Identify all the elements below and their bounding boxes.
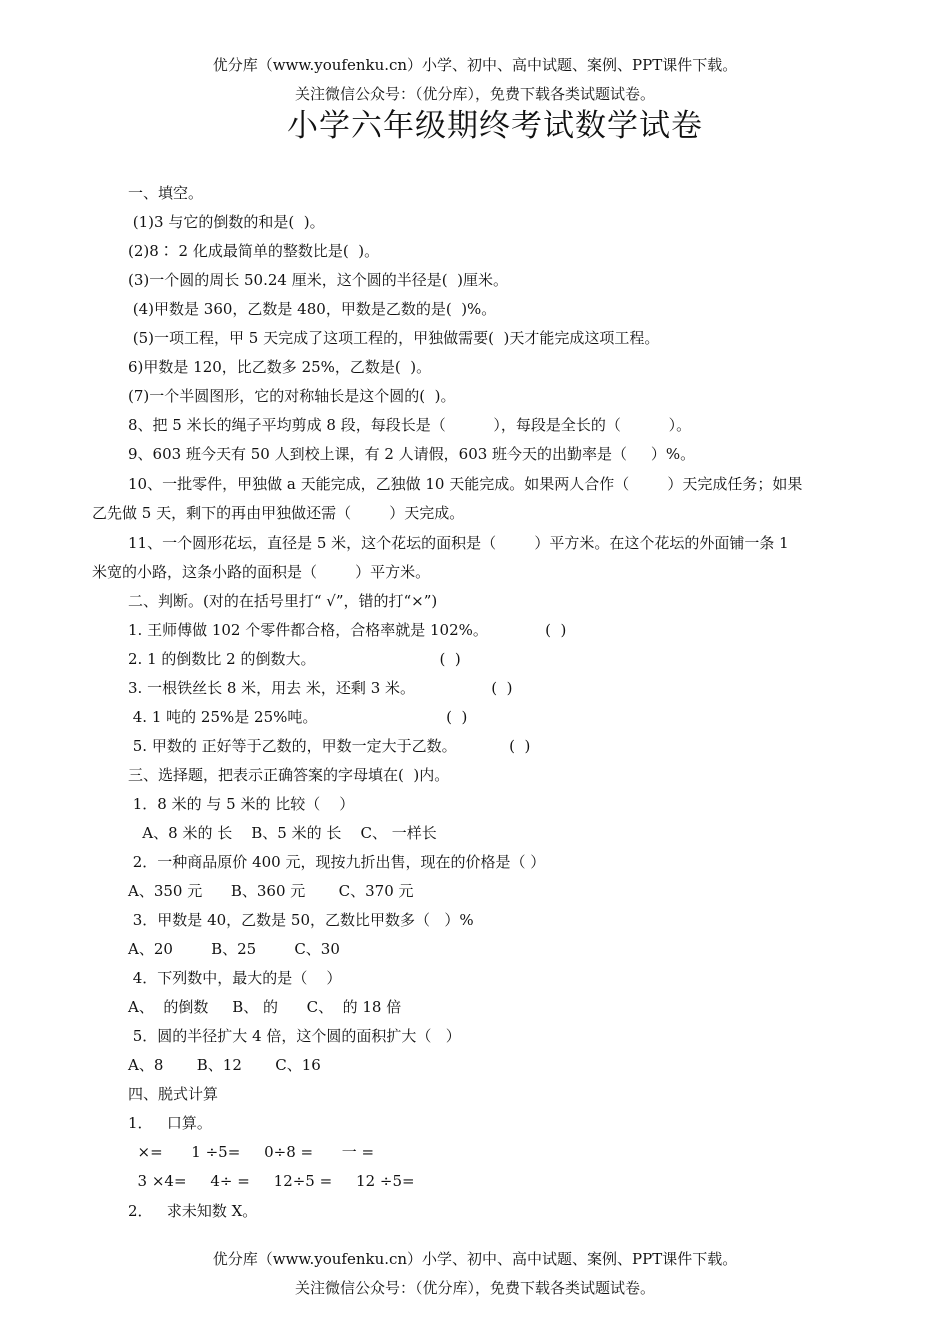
question: 9、603 班今天有 50 人到校上课，有 2 人请假，603 班今天的出勤率是（ ）%。 — [128, 445, 696, 463]
question: 10、一批零件，甲独做 a 天能完成，乙独做 10 天能完成。如果两人合作（ ）天完成任务；如果 — [128, 475, 803, 493]
calc-row: ×= 1 ÷5= 0÷8 = 一 = — [128, 1143, 375, 1161]
question: 乙先做 5 天，剩下的再由甲独做还需（ ）天完成。 — [92, 504, 465, 522]
section2-heading: 二、判断。(对的在括号里打“ √”，错的打“×”) — [128, 592, 438, 610]
subsection-solve-x: 2． 求未知数 X。 — [128, 1202, 258, 1220]
question: 4. 1 吨的 25%是 25%吨。 ( ) — [128, 708, 468, 726]
question: 1. 王师傅做 102 个零件都合格，合格率就是 102%。 ( ) — [128, 621, 567, 639]
question: 11、一个圆形花坛，直径是 5 米，这个花坛的面积是（ ）平方米。在这个花坛的外面铺一条 1 — [128, 534, 789, 552]
answer-options: A、350 元 B、360 元 C、370 元 — [128, 882, 414, 900]
question: (2)8∶ 2 化成最简单的整数比是( )。 — [128, 242, 380, 260]
page-title: 小学六年级期终考试数学试卷 — [287, 108, 703, 144]
answer-options: A、8 米的 长 B、5 米的 长 C、 一样长 — [128, 824, 437, 842]
question: 米宽的小路，这条小路的面积是（ ）平方米。 — [92, 563, 431, 581]
question: 2. 1 的倒数比 2 的倒数大。 ( ) — [128, 650, 461, 668]
answer-options: A、8 B、12 C、16 — [128, 1056, 321, 1074]
subsection-mental-math: 1． 口算。 — [128, 1114, 212, 1132]
calc-row: 3 ×4= 4÷ = 12÷5 = 12 ÷5= — [128, 1172, 415, 1190]
question: 5. 甲数的 正好等于乙数的，甲数一定大于乙数。 ( ) — [128, 737, 531, 755]
header-line-1: 优分库（www.youfenku.cn）小学、初中、高中试题、案例、PPT课件下载。 — [212, 56, 738, 74]
question: 5．圆的半径扩大 4 倍，这个圆的面积扩大（ ） — [128, 1027, 461, 1045]
answer-options: A、20 B、25 C、30 — [128, 940, 340, 958]
question: (3)一个圆的周长 50.24 厘米，这个圆的半径是( )厘米。 — [128, 271, 508, 289]
header-line-2: 关注微信公众号：（优分库），免费下载各类试题试卷。 — [294, 85, 655, 103]
section3-heading: 三、选择题，把表示正确答案的字母填在( )内。 — [128, 766, 450, 784]
question: 3．甲数是 40，乙数是 50，乙数比甲数多（ ）% — [128, 911, 474, 929]
question: 6)甲数是 120，比乙数多 25%，乙数是( )。 — [128, 358, 432, 376]
question: (5)一项工程，甲 5 天完成了这项工程的，甲独做需要( )天才能完成这项工程。 — [128, 329, 660, 347]
question: 4．下列数中，最大的是（ ） — [128, 969, 342, 987]
footer-line-1: 优分库（www.youfenku.cn）小学、初中、高中试题、案例、PPT课件下载。 — [212, 1250, 738, 1268]
answer-options: A、 的倒数 B、 的 C、 的 18 倍 — [128, 998, 402, 1016]
question: (4)甲数是 360，乙数是 480，甲数是乙数的是( )%。 — [128, 300, 497, 318]
question: (1)3 与它的倒数的和是( )。 — [128, 213, 325, 231]
question: (7)一个半圆图形，它的对称轴长是这个圆的( )。 — [128, 387, 456, 405]
footer-line-2: 关注微信公众号：（优分库），免费下载各类试题试卷。 — [294, 1279, 655, 1297]
section1-heading: 一、填空。 — [128, 184, 204, 202]
section4-heading: 四、脱式计算 — [128, 1085, 219, 1103]
question: 2．一种商品原价 400 元，现按九折出售，现在的价格是（ ） — [128, 853, 546, 871]
question: 1．8 米的 与 5 米的 比较（ ） — [128, 795, 355, 813]
question: 3. 一根铁丝长 8 米，用去 米，还剩 3 米。 ( ) — [128, 679, 513, 697]
question: 8、把 5 米长的绳子平均剪成 8 段，每段长是（ ），每段是全长的（ ）。 — [128, 416, 692, 434]
